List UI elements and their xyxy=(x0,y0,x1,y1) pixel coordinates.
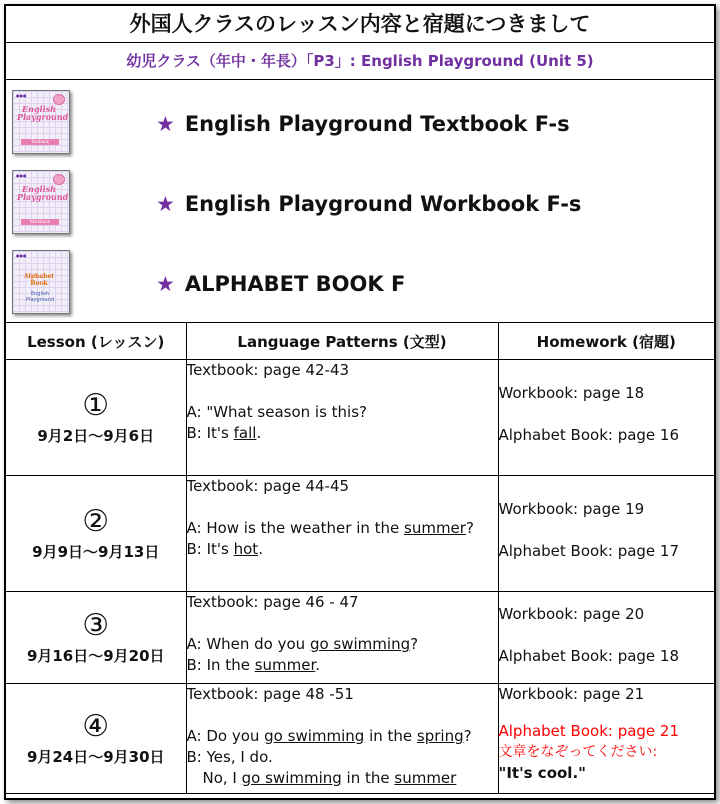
table-row xyxy=(6,476,714,592)
lesson-number: ① xyxy=(82,388,110,423)
lesson-date: 9月16日～9月20日 xyxy=(26,647,165,665)
table-row xyxy=(6,360,714,476)
lesson-table xyxy=(6,322,714,794)
star-icon: ★ xyxy=(156,112,175,136)
lesson-number: ② xyxy=(82,504,110,539)
patterns-cell: Textbook: page 48 -51 A: Do you go swimming in the spring? B: Yes, I do. No, I go swimming in the summer xyxy=(186,684,498,794)
workbook-cover-image: ●●● English Playground Workbook xyxy=(12,170,70,234)
homework-cell: Workbook: page 19 Alphabet Book: page 17 xyxy=(498,476,714,592)
homework-cell: Workbook: page 20 Alphabet Book: page 18 xyxy=(498,592,714,684)
lesson-date: 9月24日～9月30日 xyxy=(26,748,165,766)
homework-notice xyxy=(4,4,716,800)
textbook-cover-image: ●●● English Playground Textbook xyxy=(12,90,70,154)
patterns-cell: Textbook: page 46 - 47 A: When do you go swimming? B: In the summer. xyxy=(186,592,498,684)
patterns-cell: Textbook: page 44-45 A: How is the weather in the summer? B: It's hot. xyxy=(186,476,498,592)
alphabet-book-cover-image: ●●● Alphabet Book English Playground xyxy=(12,250,70,314)
column-header-lesson: Lesson (レッスン) xyxy=(6,323,186,360)
lesson-number: ③ xyxy=(82,608,110,643)
page-subtitle: 幼児クラス（年中・年長）「P3」: English Playground (Unit 5) xyxy=(6,43,714,80)
column-header-homework: Homework (宿題) xyxy=(498,323,714,360)
star-icon: ★ xyxy=(156,272,175,296)
table-header-row xyxy=(6,323,714,360)
homework-cell: Workbook: page 21 Alphabet Book: page 21 文章をなぞってください: "It's cool." xyxy=(498,684,714,794)
star-icon: ★ xyxy=(156,192,175,216)
book-item-textbook: ★ English Playground Textbook F-s xyxy=(156,112,570,136)
lesson-cell xyxy=(6,684,186,794)
lesson-date: 9月2日～9月6日 xyxy=(37,427,155,445)
lesson-cell xyxy=(6,476,186,592)
table-row xyxy=(6,684,714,794)
lesson-number: ④ xyxy=(82,709,110,744)
book-item-workbook: ★ English Playground Workbook F-s xyxy=(156,192,582,216)
lesson-date: 9月9日～9月13日 xyxy=(32,543,160,561)
book-item-alphabet-book: ★ ALPHABET BOOK F xyxy=(156,272,406,296)
patterns-cell: Textbook: page 42-43 A: "What season is this? B: It's fall. xyxy=(186,360,498,476)
column-header-patterns: Language Patterns (文型) xyxy=(186,323,498,360)
page-title: 外国人クラスのレッスン内容と宿題につきまして xyxy=(6,6,714,43)
table-row xyxy=(6,592,714,684)
book-list xyxy=(6,80,714,323)
homework-cell: Workbook: page 18 Alphabet Book: page 16 xyxy=(498,360,714,476)
lesson-cell xyxy=(6,592,186,684)
lesson-cell xyxy=(6,360,186,476)
